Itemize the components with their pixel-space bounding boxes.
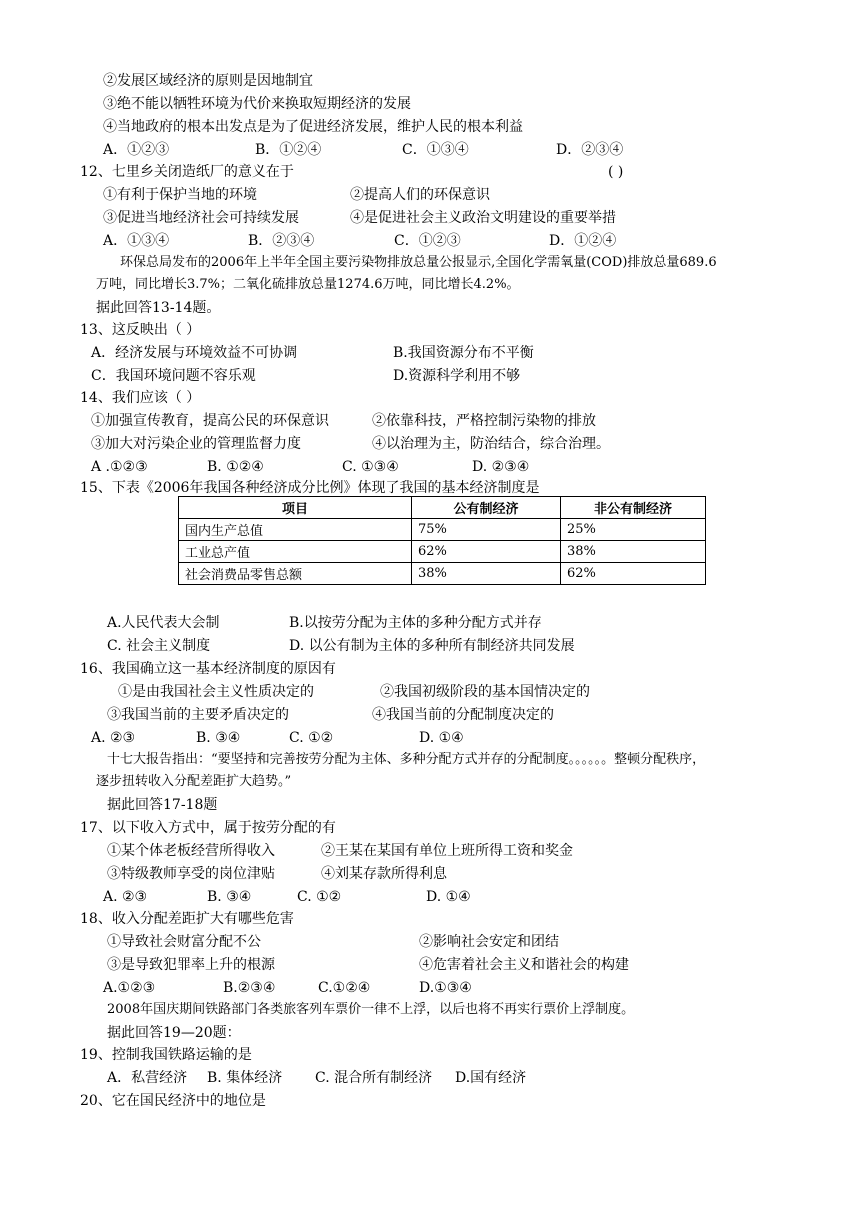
choice-b: B. 集体经济: [207, 1070, 283, 1086]
table-header-row: [179, 497, 706, 519]
choice-b: B. ①②④: [207, 459, 264, 475]
choice-a: A .①②③: [91, 459, 148, 475]
q18-option-2: ②影响社会安定和团结: [419, 934, 559, 950]
q15-stem: 15、下表《2006年我国各种经济成分比例》体现了我国的基本经济制度是: [80, 480, 540, 496]
choice-d: D．①②④: [549, 233, 617, 249]
q12-answer-blank: ( ): [608, 164, 624, 180]
q17-option-2: ②王某在某国有单位上班所得工资和奖金: [321, 843, 573, 859]
q12-option-1: ①有利于保护当地的环境: [103, 187, 257, 203]
q17-option-4: ④刘某存款所得利息: [321, 866, 447, 882]
q12-option-3: ③促进当地经济社会可持续发展: [103, 210, 299, 226]
q17-option-3: ③特级教师享受的岗位津贴: [107, 866, 275, 882]
passage-3-instruction: 据此回答19—20题：: [107, 1025, 241, 1041]
choice-a: A. ②③: [91, 730, 136, 746]
table-cell: 75%: [412, 519, 561, 541]
choice-c: C．①②③: [394, 233, 461, 249]
q18-stem: 18、收入分配差距扩大有哪些危害: [80, 911, 294, 927]
choice-c: C. 混合所有制经济: [315, 1070, 433, 1086]
table-row: [179, 519, 706, 541]
q11-option-3: ③绝不能以牺牲环境为代价来换取短期经济的发展: [103, 96, 411, 112]
q16-option-2: ②我国初级阶段的基本国情决定的: [380, 684, 590, 700]
q15-choice-b: B.以按劳分配为主体的多种分配方式并存: [289, 615, 542, 631]
table-cell: 62%: [561, 563, 706, 585]
q13-choice-b: B.我国资源分布不平衡: [393, 345, 534, 361]
choice-b: B．①②④: [255, 142, 322, 158]
q14-option-2: ②依靠科技，严格控制污染物的排放: [372, 413, 596, 429]
table-cell: 38%: [561, 541, 706, 563]
q17-option-1: ①某个体老板经营所得收入: [107, 843, 275, 859]
choice-b: B.②③④: [223, 980, 276, 996]
q11-option-4: ④当地政府的根本出发点是为了促进经济发展，维护人民的根本利益: [103, 119, 523, 135]
choice-b: B．②③④: [248, 233, 315, 249]
table-cell: 25%: [561, 519, 706, 541]
choice-b: B. ③④: [196, 730, 241, 746]
table-row: [179, 563, 706, 585]
passage-1-line-1: 环保总局发布的2006年上半年全国主要污染物排放总量公报显示,全国化学需氧量(COD)排放总量689.6: [120, 255, 717, 270]
q14-stem: 14、我们应该（ ）: [80, 390, 201, 406]
choice-a: A．①②③: [103, 142, 170, 158]
choice-a: A．私营经济: [107, 1070, 188, 1086]
q18-option-3: ③是导致犯罪率上升的根源: [107, 957, 275, 973]
choice-d: D.①③④: [419, 980, 472, 996]
q16-option-3: ③我国当前的主要矛盾决定的: [107, 707, 289, 723]
table-cell: 社会消费品零售总额: [179, 563, 412, 585]
passage-2-line-2: 逐步扭转收入分配差距扩大趋势。”: [96, 774, 292, 789]
choice-a: A．①③④: [103, 233, 170, 249]
table-header: 非公有制经济: [561, 497, 706, 519]
q12-stem: 12、七里乡关闭造纸厂的意义在于: [80, 164, 294, 180]
q11-option-2: ②发展区域经济的原则是因地制宜: [103, 73, 313, 89]
q15-choice-a: A.人民代表大会制: [107, 615, 220, 631]
q19-stem: 19、控制我国铁路运输的是: [80, 1047, 252, 1063]
q18-option-1: ①导致社会财富分配不公: [107, 934, 261, 950]
choice-c: C. ①③④: [342, 459, 399, 475]
table-cell: 38%: [412, 563, 561, 585]
choice-d: D. ①④: [419, 730, 464, 746]
q16-stem: 16、我国确立这一基本经济制度的原因有: [80, 661, 336, 677]
table-header: 项目: [179, 497, 412, 519]
q14-option-4: ④以治理为主，防治结合，综合治理。: [372, 436, 610, 452]
q14-option-1: ①加强宣传教育，提高公民的环保意识: [91, 413, 329, 429]
choice-d: D.国有经济: [455, 1070, 527, 1086]
q16-option-4: ④我国当前的分配制度决定的: [372, 707, 554, 723]
passage-3-line-1: 2008年国庆期间铁路部门各类旅客列车票价一律不上浮，以后也将不再实行票价上浮制度。: [107, 1002, 635, 1017]
choice-d: D．②③④: [556, 142, 624, 158]
choice-a: A. ②③: [103, 889, 148, 905]
choice-b: B. ③④: [207, 889, 252, 905]
q13-choice-a: A．经济发展与环境效益不可协调: [91, 345, 298, 361]
table-row: [179, 541, 706, 563]
table-cell: 62%: [412, 541, 561, 563]
q20-stem: 20、它在国民经济中的地位是: [80, 1093, 266, 1109]
choice-a: A.①②③: [103, 980, 156, 996]
choice-c: C. ①②: [297, 889, 342, 905]
choice-c: C．①③④: [402, 142, 469, 158]
q13-stem: 13、这反映出（ ）: [80, 322, 201, 338]
q13-choice-c: C．我国环境问题不容乐观: [91, 368, 256, 384]
passage-2-instruction: 据此回答17-18题: [107, 797, 218, 813]
economy-ratio-table: [178, 496, 706, 585]
q15-choice-d: D. 以公有制为主体的多种所有制经济共同发展: [289, 638, 575, 654]
table-header: 公有制经济: [412, 497, 561, 519]
q15-choice-c: C. 社会主义制度: [107, 638, 211, 654]
table-cell: 国内生产总值: [179, 519, 412, 541]
q14-option-3: ③加大对污染企业的管理监督力度: [91, 436, 301, 452]
choice-c: C. ①②: [289, 730, 334, 746]
table-cell: 工业总产值: [179, 541, 412, 563]
q12-option-2: ②提高人们的环保意识: [350, 187, 490, 203]
q17-stem: 17、以下收入方式中，属于按劳分配的有: [80, 820, 336, 836]
q16-option-1: ①是由我国社会主义性质决定的: [118, 684, 314, 700]
q12-option-4: ④是促进社会主义政治文明建设的重要举措: [350, 210, 616, 226]
q13-choice-d: D.资源科学利用不够: [393, 368, 521, 384]
passage-1-instruction: 据此回答13-14题。: [96, 300, 221, 316]
passage-1-line-2: 万吨，同比增长3.7%；二氧化硫排放总量1274.6万吨，同比增长4.2%。: [96, 277, 520, 292]
choice-d: D. ②③④: [472, 459, 530, 475]
passage-2-line-1: 十七大报告指出：“要坚持和完善按劳分配为主体、多种分配方式并存的分配制度。。。。。。整顿分配秩序，: [107, 752, 706, 767]
choice-c: C.①②④: [318, 980, 371, 996]
choice-d: D. ①④: [426, 889, 471, 905]
q18-option-4: ④危害着社会主义和谐社会的构建: [419, 957, 629, 973]
